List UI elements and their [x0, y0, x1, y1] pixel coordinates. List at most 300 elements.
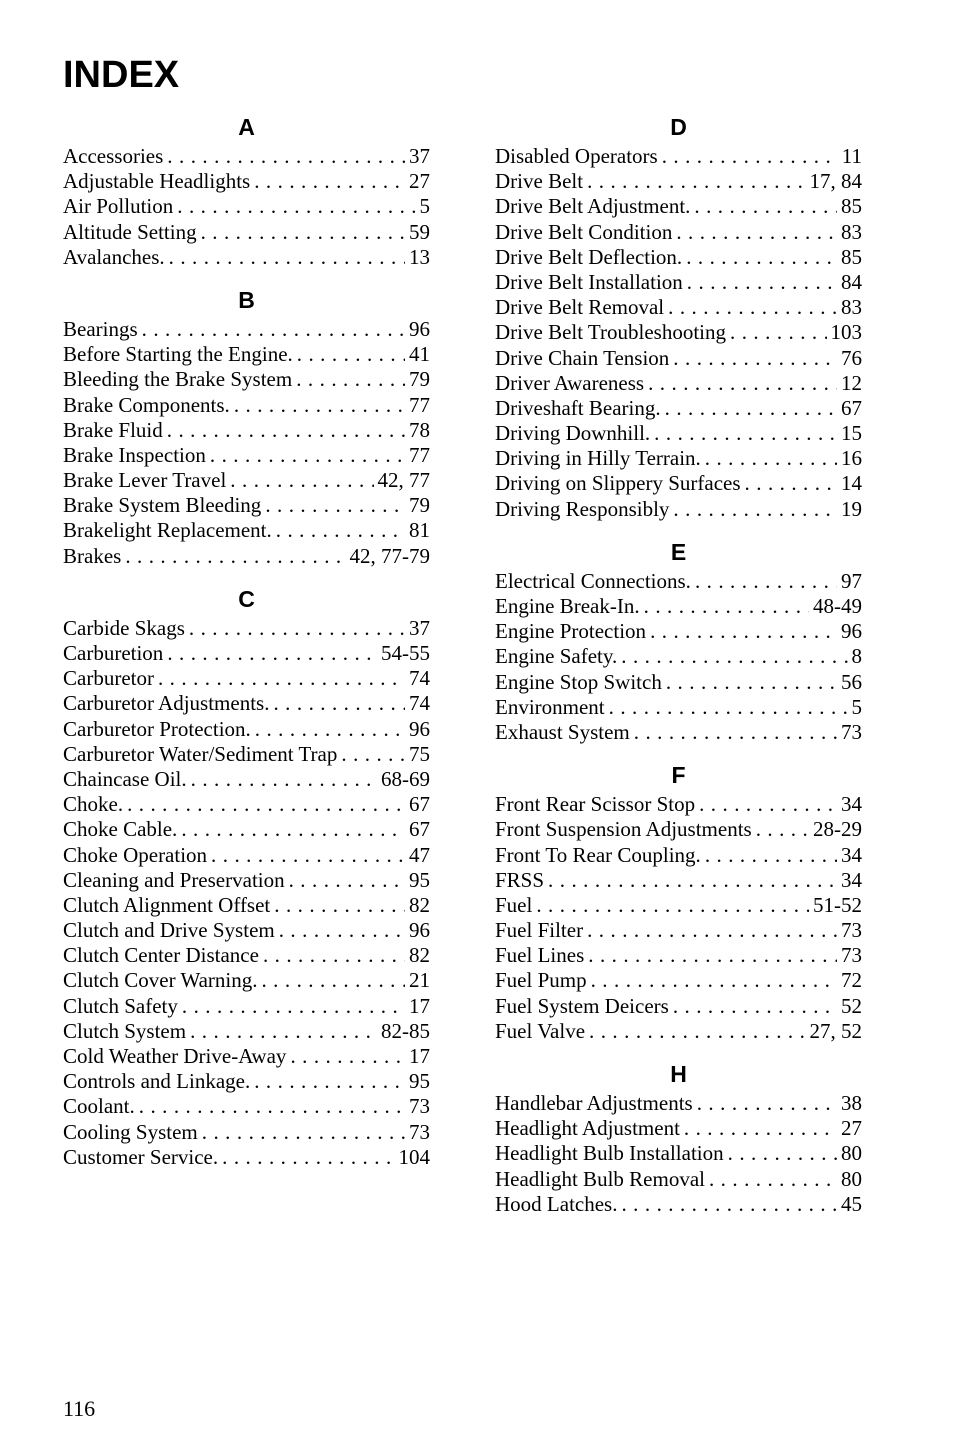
- index-term: Headlight Bulb Installation: [495, 1141, 724, 1166]
- dot-leader: [279, 918, 405, 943]
- index-page-ref: 80: [841, 1141, 862, 1166]
- index-page-ref: 56: [841, 669, 862, 694]
- index-term: Cold Weather Drive-Away: [63, 1044, 287, 1068]
- index-term: Cooling System: [63, 1119, 198, 1144]
- index-entry: [495, 421, 862, 446]
- index-page-ref: 15: [841, 421, 862, 446]
- dot-leader: [587, 918, 837, 943]
- index-page-ref: 77: [409, 442, 430, 467]
- index-page-ref: 96: [409, 716, 430, 741]
- dot-leader: [167, 641, 377, 666]
- index-entry: [63, 994, 430, 1019]
- index-page-ref: 81: [409, 518, 430, 543]
- dot-leader: [211, 843, 405, 868]
- index-page-ref: 27: [409, 169, 430, 194]
- index-page-ref: 79: [409, 367, 430, 392]
- index-entry: [495, 371, 862, 396]
- index-term: Brake Lever Travel: [63, 468, 227, 493]
- section-letter: F: [671, 762, 686, 789]
- index-page-ref: 79: [409, 493, 430, 518]
- index-entry: [495, 270, 862, 295]
- dot-leader: [673, 497, 837, 522]
- index-entry: [63, 342, 430, 367]
- index-term: Hood Latches.: [495, 1191, 618, 1216]
- index-term: Choke Operation: [63, 842, 208, 867]
- index-section: [495, 110, 862, 522]
- dot-leader: [668, 295, 837, 320]
- index-page-ref: 80: [841, 1166, 862, 1191]
- index-page-ref: 27: [841, 1116, 862, 1141]
- dot-leader: [644, 594, 809, 619]
- dot-leader: [686, 245, 837, 270]
- index-term: Fuel: [495, 892, 533, 917]
- index-page-ref: 34: [841, 842, 862, 867]
- index-page-ref: 14: [841, 471, 862, 496]
- index-page-ref: 52: [841, 993, 862, 1018]
- index-page-ref: 54-55: [381, 641, 430, 665]
- index-entry: [495, 594, 862, 619]
- index-term: Headlight Bulb Removal: [495, 1166, 705, 1191]
- index-term: Headlight Adjustment: [495, 1116, 680, 1141]
- index-entry: [63, 245, 430, 270]
- index-entry: [495, 1141, 862, 1166]
- index-term: Carburetor Adjustments.: [63, 691, 270, 716]
- index-entry: [495, 619, 862, 644]
- section-letter: D: [670, 114, 687, 140]
- index-term: Driving Downhill.: [495, 421, 651, 446]
- index-term: Brakes: [63, 543, 122, 568]
- dot-leader: [167, 418, 405, 443]
- index-page-ref: 104: [398, 1144, 430, 1169]
- index-term: Drive Belt Troubleshooting: [495, 320, 727, 345]
- index-term: Engine Stop Switch: [495, 669, 662, 694]
- index-term: Fuel Valve: [495, 1018, 586, 1043]
- index-page-ref: 72: [841, 968, 862, 993]
- index-page-ref: 17: [409, 1044, 430, 1068]
- index-page-ref: 45: [841, 1191, 862, 1216]
- index-page-ref: 96: [409, 316, 430, 341]
- index-term: Fuel Lines: [495, 943, 585, 968]
- index-term: Customer Service.: [63, 1144, 219, 1169]
- dot-leader: [234, 393, 405, 418]
- index-page-ref: 74: [409, 666, 430, 691]
- index-page-ref: 34: [841, 867, 862, 892]
- index-page-ref: 59: [409, 219, 430, 244]
- dot-leader: [181, 817, 405, 842]
- index-page-ref: 68-69: [381, 766, 430, 791]
- index-entry: [495, 792, 862, 817]
- index-term: Front Rear Scissor Stop: [495, 792, 696, 817]
- index-entry: [63, 194, 430, 219]
- index-entry: [495, 144, 862, 169]
- dot-leader: [222, 1145, 394, 1170]
- dot-leader: [699, 792, 837, 817]
- index-term: Carburetor: [63, 666, 154, 691]
- index-entry: [63, 1019, 430, 1044]
- dot-leader: [684, 1116, 837, 1141]
- section-letter: H: [670, 1061, 687, 1087]
- index-entry: [63, 943, 430, 968]
- index-entry: [63, 1094, 430, 1119]
- index-term: Brake Inspection: [63, 442, 206, 467]
- index-page-ref: 96: [409, 918, 430, 943]
- index-entry: [495, 695, 862, 720]
- dot-leader: [274, 893, 405, 918]
- index-term: Bleeding the Brake System: [63, 367, 293, 392]
- index-entry: [63, 641, 430, 666]
- index-page-ref: 47: [409, 842, 430, 867]
- index-entry: [63, 220, 430, 245]
- index-page-ref: 95: [409, 867, 430, 892]
- index-entry: [63, 443, 430, 468]
- dot-leader: [705, 843, 837, 868]
- index-page-ref: 75: [409, 741, 430, 766]
- index-term: Choke.: [63, 792, 124, 817]
- index-term: Front Suspension Adjustments: [495, 817, 752, 842]
- index-entry: [495, 1116, 862, 1141]
- dot-leader: [210, 443, 405, 468]
- dot-leader: [673, 994, 837, 1019]
- index-page-ref: 97: [841, 568, 862, 593]
- index-page-ref: 37: [409, 615, 430, 640]
- index-entry: [495, 843, 862, 868]
- dot-leader: [169, 245, 405, 270]
- index-page-ref: 13: [409, 244, 430, 269]
- index-page-ref: 78: [409, 417, 430, 442]
- index-term: Drive Belt Adjustment.: [495, 194, 691, 219]
- index-term: Drive Belt Removal: [495, 295, 665, 320]
- index-term: Accessories: [63, 144, 164, 168]
- index-entry: [495, 471, 862, 496]
- index-page-ref: 28-29: [813, 817, 862, 842]
- index-entry: [495, 245, 862, 270]
- section-letter: C: [238, 585, 255, 612]
- dot-leader: [728, 1141, 837, 1166]
- index-entry: [63, 144, 430, 169]
- index-page-ref: 16: [841, 446, 862, 471]
- index-term: Handlebar Adjustments: [495, 1091, 693, 1115]
- index-entry: [495, 670, 862, 695]
- dot-leader: [341, 742, 405, 767]
- index-entry: [495, 918, 862, 943]
- dot-leader: [548, 868, 837, 893]
- index-page-ref: 38: [841, 1091, 862, 1115]
- dot-leader: [591, 968, 837, 993]
- dot-leader: [142, 317, 405, 342]
- index-page-ref: 103: [830, 320, 862, 345]
- index-term: Disabled Operators: [495, 144, 658, 168]
- dot-leader: [139, 1094, 405, 1119]
- index-term: Drive Chain Tension: [495, 345, 670, 370]
- index-entry: [63, 169, 430, 194]
- dot-leader: [662, 144, 838, 169]
- dot-leader: [634, 720, 837, 745]
- index-term: Clutch System: [63, 1018, 187, 1043]
- index-entry: [63, 918, 430, 943]
- index-entry: [63, 817, 430, 842]
- dot-leader: [201, 220, 405, 245]
- index-term: Carburetion: [63, 641, 164, 665]
- index-term: Controls and Linkage.: [63, 1069, 251, 1094]
- index-term: Drive Belt Condition: [495, 219, 673, 244]
- index-entry: [63, 1044, 430, 1069]
- index-entry: [63, 518, 430, 543]
- dot-leader: [676, 220, 837, 245]
- dot-leader: [654, 421, 837, 446]
- index-term: Fuel System Deicers: [495, 993, 669, 1018]
- index-term: Clutch Cover Warning.: [63, 968, 258, 993]
- dot-leader: [261, 968, 405, 993]
- index-entry: [63, 544, 430, 569]
- dot-leader: [177, 194, 415, 219]
- index-entry: [495, 868, 862, 893]
- index-entry: [495, 396, 862, 421]
- index-term: Fuel Filter: [495, 918, 584, 943]
- index-entry: [495, 1091, 862, 1116]
- section-letter: A: [238, 114, 255, 140]
- dot-leader: [694, 194, 837, 219]
- dot-leader: [621, 1192, 837, 1217]
- index-term: Engine Protection: [495, 619, 647, 644]
- index-term: Carburetor Protection.: [63, 716, 251, 741]
- index-entry: [495, 295, 862, 320]
- index-entry: [63, 893, 430, 918]
- index-page-ref: 82: [409, 892, 430, 917]
- index-term: Clutch Safety: [63, 993, 178, 1018]
- section-letter: B: [238, 286, 255, 313]
- index-page-ref: 17, 84: [809, 169, 862, 194]
- index-entry: [495, 1019, 862, 1044]
- index-section: [63, 582, 430, 1170]
- index-section: [495, 535, 862, 745]
- index-term: Avalanches.: [63, 244, 165, 269]
- dot-leader: [297, 342, 405, 367]
- page-number: 116: [63, 1396, 96, 1421]
- dot-leader: [265, 493, 405, 518]
- index-entry: [495, 994, 862, 1019]
- index-term: Cleaning and Preservation: [63, 867, 285, 892]
- dot-leader: [296, 367, 405, 392]
- index-section: [63, 283, 430, 569]
- index-term: Chaincase Oil.: [63, 766, 187, 791]
- dot-leader: [697, 1091, 837, 1116]
- index-term: Engine Safety.: [495, 644, 618, 669]
- index-term: Clutch Center Distance: [63, 943, 259, 968]
- index-term: Engine Break-In.: [495, 594, 640, 618]
- index-entry: [495, 893, 862, 918]
- dot-leader: [125, 544, 345, 569]
- index-term: Brake Components.: [63, 392, 230, 417]
- index-page-ref: 42, 77: [377, 468, 430, 493]
- index-entry: [495, 720, 862, 745]
- index-entry: [495, 817, 862, 842]
- dot-leader: [650, 619, 837, 644]
- index-term: Carburetor Water/Sediment Trap: [63, 741, 338, 766]
- dot-leader: [745, 471, 837, 496]
- index-page-ref: 67: [841, 395, 862, 420]
- index-page-ref: 19: [841, 496, 862, 521]
- index-entry: [495, 346, 862, 371]
- dot-leader: [273, 691, 405, 716]
- index-entry: [495, 1167, 862, 1192]
- dot-leader: [730, 320, 826, 345]
- index-page-ref: 48-49: [813, 594, 862, 618]
- index-entry: [495, 943, 862, 968]
- index-entry: [63, 468, 430, 493]
- index-term: Adjustable Headlights: [63, 169, 251, 194]
- index-term: Drive Belt Deflection.: [495, 244, 683, 269]
- dot-leader: [167, 144, 405, 169]
- dot-leader: [255, 717, 405, 742]
- index-term: Front To Rear Coupling.: [495, 842, 701, 867]
- index-page-ref: 42, 77-79: [349, 543, 430, 568]
- index-column-left: [63, 110, 430, 1170]
- index-column-right: [495, 110, 862, 1217]
- index-entry: [495, 446, 862, 471]
- index-term: Electrical Connections.: [495, 568, 691, 593]
- dot-leader: [589, 1019, 805, 1044]
- dot-leader: [190, 1019, 377, 1044]
- index-page-ref: 73: [409, 1094, 430, 1119]
- index-page-ref: 67: [409, 792, 430, 817]
- index-entry: [63, 418, 430, 443]
- dot-leader: [289, 868, 405, 893]
- index-page-ref: 74: [409, 691, 430, 716]
- dot-leader: [189, 616, 405, 641]
- index-page-ref: 73: [841, 943, 862, 968]
- dot-leader: [705, 446, 837, 471]
- index-page-ref: 5: [851, 694, 862, 719]
- index-entry: [495, 220, 862, 245]
- index-entry: [63, 1069, 430, 1094]
- index-term: Driving on Slippery Surfaces: [495, 471, 741, 496]
- index-term: Driving Responsibly: [495, 496, 670, 521]
- index-term: Clutch Alignment Offset: [63, 892, 271, 917]
- index-term: Driver Awareness: [495, 370, 645, 395]
- index-term: Altitude Setting: [63, 219, 197, 244]
- index-page-ref: 82-85: [381, 1018, 430, 1043]
- index-entry: [63, 968, 430, 993]
- index-term: Drive Belt: [495, 169, 584, 194]
- dot-leader: [127, 792, 405, 817]
- dot-leader: [254, 1069, 405, 1094]
- index-page-ref: 41: [409, 342, 430, 367]
- index-entry: [495, 194, 862, 219]
- dot-leader: [621, 644, 847, 669]
- index-term: Brakelight Replacement.: [63, 518, 272, 543]
- index-term: Coolant.: [63, 1094, 135, 1119]
- index-term: Brake Fluid: [63, 417, 163, 442]
- index-entry: [63, 616, 430, 641]
- index-entry: [63, 367, 430, 392]
- dot-leader: [666, 670, 837, 695]
- index-page-ref: 21: [409, 968, 430, 993]
- dot-leader: [263, 943, 405, 968]
- dot-leader: [709, 1167, 837, 1192]
- index-section: [63, 110, 430, 270]
- dot-leader: [665, 396, 837, 421]
- index-term: Environment: [495, 694, 605, 719]
- index-entry: [63, 717, 430, 742]
- index-page-ref: 51-52: [813, 892, 862, 917]
- index-page-ref: 73: [841, 719, 862, 744]
- index-term: Clutch and Drive System: [63, 918, 275, 943]
- index-term: Carbide Skags: [63, 615, 185, 640]
- index-page-ref: 11: [841, 144, 862, 168]
- index-page-ref: 12: [841, 370, 862, 395]
- index-entry: [495, 497, 862, 522]
- index-entry: [63, 1145, 430, 1170]
- index-entry: [495, 1192, 862, 1217]
- index-term: Fuel Pump: [495, 968, 587, 993]
- index-page-ref: 82: [409, 943, 430, 968]
- index-term: Exhaust System: [495, 719, 630, 744]
- index-section: [495, 758, 862, 1044]
- index-entry: [63, 767, 430, 792]
- index-page-ref: 73: [409, 1119, 430, 1144]
- index-entry: [63, 792, 430, 817]
- dot-leader: [191, 767, 377, 792]
- index-page-ref: 95: [409, 1069, 430, 1094]
- index-entry: [495, 169, 862, 194]
- index-entry: [63, 742, 430, 767]
- index-page-ref: 17: [409, 993, 430, 1018]
- index-entry: [495, 644, 862, 669]
- index-entry: [63, 691, 430, 716]
- index-entry: [495, 968, 862, 993]
- index-entry: [495, 569, 862, 594]
- index-entry: [63, 493, 430, 518]
- index-entry: [63, 868, 430, 893]
- index-page-ref: 77: [409, 392, 430, 417]
- dot-leader: [536, 893, 809, 918]
- dot-leader: [290, 1044, 405, 1069]
- index-term: Driveshaft Bearing.: [495, 395, 661, 420]
- index-entry: [63, 666, 430, 691]
- index-page-ref: 73: [841, 918, 862, 943]
- section-letter: E: [670, 538, 687, 565]
- dot-leader: [648, 371, 837, 396]
- index-term: Drive Belt Installation: [495, 269, 683, 294]
- index-page-ref: 84: [841, 269, 862, 294]
- index-term: Bearings: [63, 316, 138, 341]
- index-entry: [495, 320, 862, 345]
- index-term: FRSS: [495, 867, 545, 892]
- dot-leader: [158, 666, 405, 691]
- index-entry: [63, 317, 430, 342]
- dot-leader: [230, 468, 373, 493]
- dot-leader: [609, 695, 848, 720]
- index-page-ref: 8: [851, 644, 862, 669]
- dot-leader: [756, 817, 809, 842]
- index-term: Before Starting the Engine.: [63, 342, 293, 367]
- index-page-ref: 67: [409, 817, 430, 842]
- index-page-ref: 83: [841, 219, 862, 244]
- index-page-ref: 85: [841, 244, 862, 269]
- dot-leader: [254, 169, 405, 194]
- index-entry: [63, 843, 430, 868]
- index-page-ref: 37: [409, 144, 430, 168]
- dot-leader: [276, 518, 405, 543]
- dot-leader: [202, 1120, 405, 1145]
- index-page-ref: 5: [419, 194, 430, 219]
- dot-leader: [695, 569, 837, 594]
- index-entry: [63, 393, 430, 418]
- index-term: Air Pollution: [63, 194, 174, 219]
- index-page-ref: 85: [841, 194, 862, 219]
- index-entry: [63, 1120, 430, 1145]
- index-page-ref: 34: [841, 792, 862, 817]
